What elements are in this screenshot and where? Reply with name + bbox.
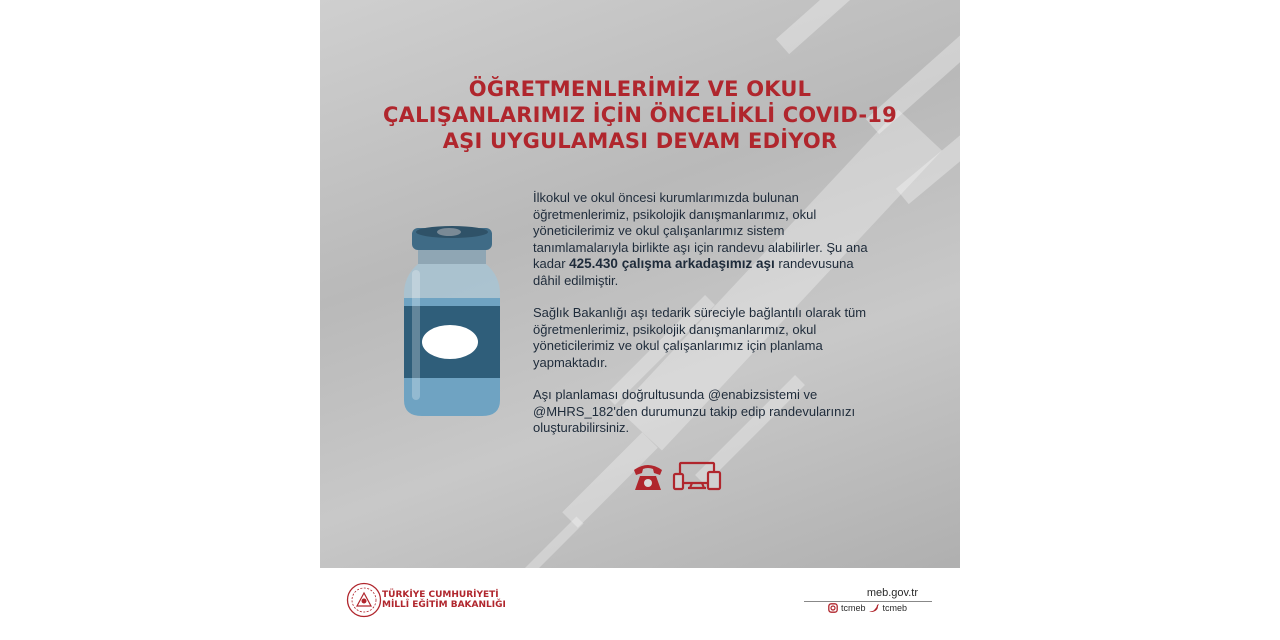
title-line: ÇALIŞANLARIMIZ İÇİN ÖNCELİKLİ COVID-19 [383,103,897,127]
paragraph-text: İlkokul ve okul öncesi kurumlarımızda bulunan öğretmenlerimiz, psikolojik danışmanlarımız, okul yöneticilerimiz ve okul çalışanlarımız sistem tanımlamalarıyla birlikte aşı için randevu alabilirler. Şu ana kadar [533,190,868,271]
instagram-icon [828,603,838,613]
vaccine-vial-icon [402,224,502,420]
paragraph: Sağlık Bakanlığı aşı tedarik süreciyle bağlantılı olarak tüm öğretmenlerimiz, psikolojik danışmanlarımız, okul yöneticilerimiz ve okul çalışanlarımız için planlama yapmaktadır. [533,305,867,370]
title-line: AŞI UYGULAMASI DEVAM EDİYOR [442,129,838,153]
ministry-line: TÜRKİYE CUMHURİYETİ [382,590,499,600]
highlight-count: 425.430 çalışma arkadaşımız aşı [569,256,775,271]
ministry-logo-icon [346,582,382,618]
ministry-name [382,590,506,610]
twitter-icon [869,603,880,613]
title-line: ÖĞRETMENLERİMİZ VE OKUL [468,77,812,101]
twitter-handle[interactable]: tcmeb [882,603,908,613]
announcement-poster [320,0,960,640]
ministry-line: MİLLÎ EĞİTİM BAKANLIĞI [382,600,506,610]
instagram-handle[interactable]: tcmeb [841,603,866,613]
announcement-body [533,190,873,453]
website-link[interactable]: meb.gov.tr [866,587,918,599]
paragraph [533,190,873,289]
poster-title [360,76,920,154]
telephone-icon [634,465,662,490]
devices-icon [674,463,720,489]
social-handles [828,603,907,613]
paragraph-text: randevusuna dâhil edilmiştir. [533,256,854,288]
poster-footer [320,568,960,640]
paragraph: Aşı planlaması doğrultusunda @enabizsistemi ve @MHRS_182'den durumunzu takip edip randevularınızı oluşturabilirsiniz. [533,387,856,435]
contact-icons [632,460,722,494]
divider [804,601,932,602]
